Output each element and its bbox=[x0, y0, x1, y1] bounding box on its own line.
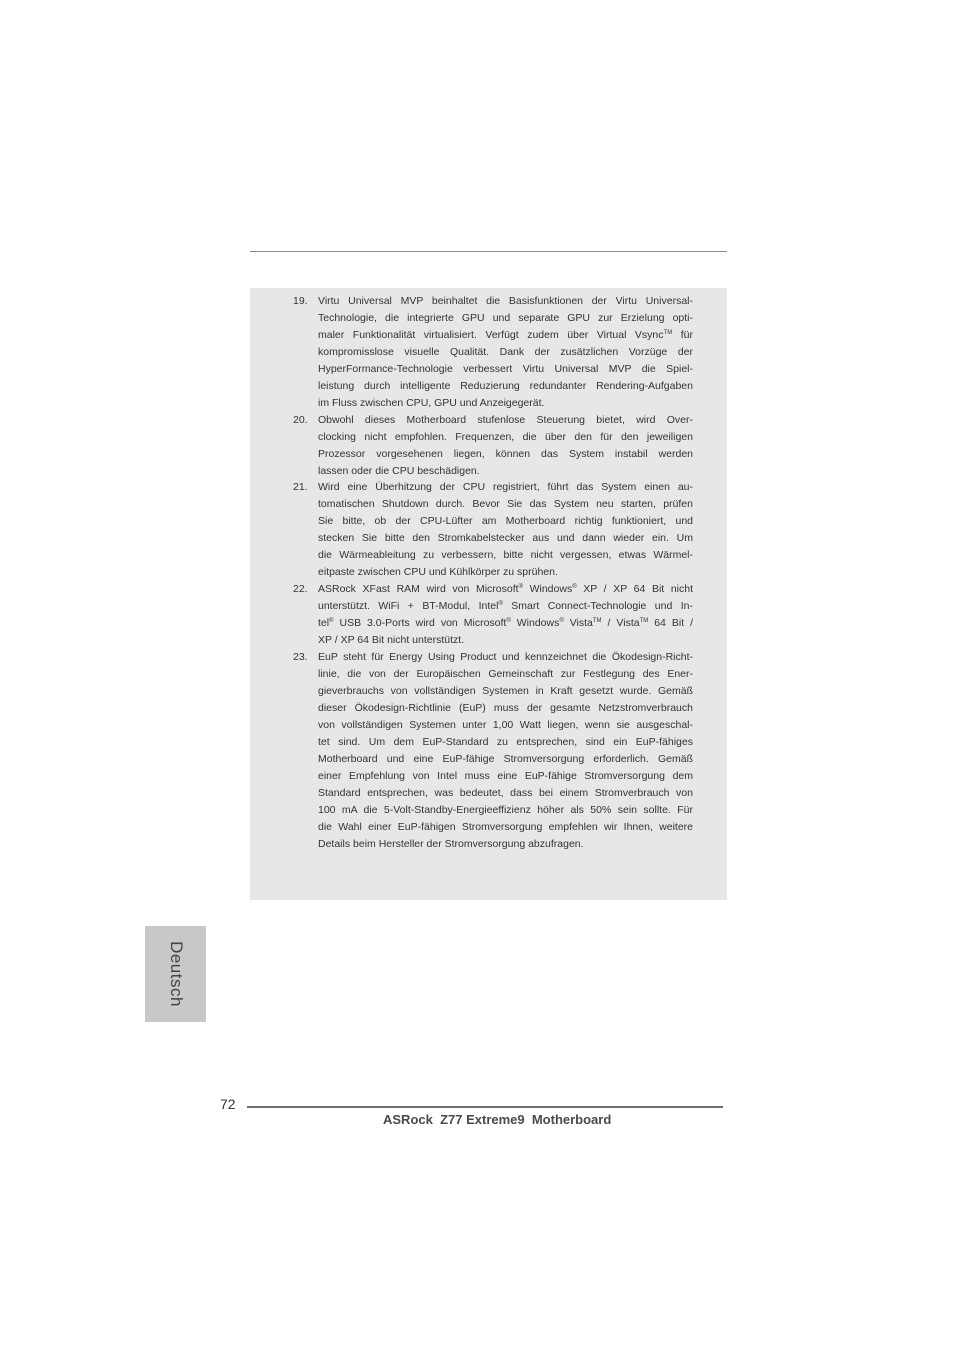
note-line bbox=[318, 361, 693, 378]
language-tab-label: Deutsch bbox=[166, 941, 186, 1007]
note-line-segment: Vista bbox=[563, 617, 593, 630]
note-line bbox=[318, 836, 693, 853]
note-line-segment: / Vista bbox=[601, 617, 640, 630]
note-line-segment: gieverbrauchs von vollständigen Systemen in Kraft gesetzt wurde. Gemäß bbox=[318, 684, 693, 697]
note-line bbox=[318, 632, 693, 649]
note-text bbox=[318, 479, 693, 581]
note-line bbox=[318, 615, 693, 632]
note-line bbox=[318, 513, 693, 530]
page-number: 72 bbox=[220, 1096, 236, 1112]
note-line-segment: Smart Connect-Technologie und In- bbox=[502, 600, 693, 613]
note-line-segment: XP / XP 64 Bit nicht bbox=[576, 583, 694, 596]
top-divider bbox=[250, 251, 727, 252]
note-line-segment: Virtu Universal MVP beinhaltet die Basisfunktionen der Virtu Universal- bbox=[318, 295, 693, 307]
note-line bbox=[318, 717, 693, 734]
note-number: 19. bbox=[293, 295, 308, 307]
note-line bbox=[318, 530, 693, 547]
footer-divider bbox=[247, 1106, 723, 1108]
note-line bbox=[318, 496, 693, 513]
note-line-segment: Motherboard und eine EuP-fähige Stromversorgung erforderlich. Gemäß bbox=[318, 752, 693, 765]
note-line-segment: eitpaste zwischen CPU und Kühlkörper zu sprühen. bbox=[318, 566, 558, 579]
note-line bbox=[318, 429, 693, 446]
superscript-mark: TM bbox=[663, 329, 673, 336]
note-line-segment: Windows bbox=[510, 617, 560, 630]
note-line bbox=[318, 547, 693, 564]
note-line bbox=[318, 683, 693, 700]
note-line-segment: tel bbox=[318, 617, 330, 630]
note-line-segment: 100 mA die 5-Volt-Standby-Energieeffizienz höher als 50% sein sollte. Für bbox=[318, 803, 693, 816]
note-line-segment: maler Funktionalität virtualisiert. Verfügt zudem über Virtual Vsync bbox=[318, 328, 664, 341]
note-line-segment: HyperFormance-Technologie verbessert Virtu Universal MVP die Spiel- bbox=[318, 362, 693, 375]
note-line-segment: ASRock XFast RAM wird von Microsoft bbox=[318, 583, 519, 596]
note-item bbox=[289, 293, 693, 412]
note-line-segment: 64 Bit / bbox=[648, 617, 694, 630]
note-line-segment: unterstützt. WiFi + BT-Modul, Intel bbox=[318, 600, 499, 613]
note-line-segment: EuP steht für Energy Using Product und kennzeichnet die Ökodesign-Richt- bbox=[318, 651, 693, 664]
note-line bbox=[318, 293, 693, 310]
note-line bbox=[318, 327, 693, 344]
note-number: 22. bbox=[293, 583, 308, 596]
note-line bbox=[318, 564, 693, 581]
superscript-mark: TM bbox=[592, 618, 602, 625]
note-line bbox=[318, 666, 693, 683]
note-number: 20. bbox=[293, 413, 308, 426]
note-line bbox=[318, 344, 693, 361]
footer-product-title: ASRock Z77 Extreme9 Motherboard bbox=[383, 1112, 612, 1127]
note-line-segment: Standard entsprechen, was bedeutet, dass bei einem Stromverbrauch von bbox=[318, 786, 693, 799]
note-line-segment: die Wärmeableitung zu verbessern, bitte nicht vergessen, etwas Wärmel- bbox=[318, 549, 693, 562]
note-line bbox=[318, 479, 693, 496]
note-text bbox=[318, 412, 693, 480]
note-line-segment: tet sind. Um dem EuP-Standard zu entsprechen, sind ein EuP-fähiges bbox=[318, 735, 693, 748]
note-line-segment: Windows bbox=[522, 583, 573, 596]
note-line bbox=[318, 649, 693, 666]
superscript-mark: ® bbox=[572, 584, 577, 591]
note-line-segment: einer Empfehlung von Intel muss eine EuP-fähige Stromversorgung dem bbox=[318, 769, 693, 782]
note-line-segment: Technologie, die integrierte GPU und separate GPU zur Erzielung opti- bbox=[318, 311, 693, 324]
note-line bbox=[318, 446, 693, 463]
note-item bbox=[289, 412, 693, 480]
note-line bbox=[318, 581, 693, 598]
note-item bbox=[289, 479, 693, 581]
note-line bbox=[318, 802, 693, 819]
note-line-segment: clocking nicht empfohlen. Frequenzen, die über den für den jeweiligen bbox=[318, 430, 693, 443]
note-line bbox=[318, 412, 693, 429]
superscript-mark: ® bbox=[506, 618, 511, 625]
note-line-segment: Prozessor vorgesehenen liegen, können das System instabil werden bbox=[318, 447, 693, 460]
note-line-segment: Obwohl dieses Motherboard stufenlose Steuerung bietet, wird Over- bbox=[318, 413, 693, 426]
note-line-segment: kompromisslose visuelle Qualität. Dank der zusätzlichen Vorzüge der bbox=[318, 345, 693, 358]
note-line-segment: linie, die von der Europäischen Gemeinschaft zur Festlegung des Ener- bbox=[318, 667, 693, 680]
note-line bbox=[318, 768, 693, 785]
superscript-mark: ® bbox=[498, 601, 503, 608]
note-line bbox=[318, 734, 693, 751]
note-line-segment: Wird eine Überhitzung der CPU registriert, führt das System einen au- bbox=[318, 481, 693, 494]
superscript-mark: ® bbox=[329, 618, 334, 625]
note-number: 23. bbox=[293, 651, 308, 664]
note-line-segment: von vollständigen Systemen unter 1,00 Watt liegen, wenn sie ausgeschal- bbox=[318, 718, 693, 731]
note-line bbox=[318, 395, 693, 412]
note-line-segment: tomatischen Shutdown durch. Bevor Sie das System neu starten, prüfen bbox=[318, 498, 693, 511]
note-line-segment: im Fluss zwischen CPU, GPU und Anzeigegerät. bbox=[318, 396, 545, 409]
note-text bbox=[318, 581, 693, 649]
note-line-segment: lassen oder die CPU beschädigen. bbox=[318, 464, 480, 477]
note-line-segment: USB 3.0-Ports wird von Microsoft bbox=[333, 617, 507, 630]
note-line bbox=[318, 463, 693, 480]
language-tab bbox=[145, 926, 206, 1022]
note-line bbox=[318, 378, 693, 395]
note-line-segment: die Wahl einer EuP-fähigen Stromversorgung empfehlen wir Ihnen, weitere bbox=[318, 820, 693, 833]
note-number: 21. bbox=[293, 481, 308, 494]
note-line bbox=[318, 310, 693, 327]
note-text bbox=[318, 649, 693, 852]
note-line-segment: XP / XP 64 Bit nicht unterstützt. bbox=[318, 634, 465, 647]
note-line bbox=[318, 700, 693, 717]
note-line bbox=[318, 819, 693, 836]
note-line-segment: Details beim Hersteller der Stromversorgung abzufragen. bbox=[318, 837, 584, 850]
note-line-segment: stecken Sie bitte den Stromkabelstecker aus und dann wieder ein. Um bbox=[318, 532, 693, 545]
note-line-segment: für bbox=[672, 328, 693, 341]
notes-list bbox=[289, 293, 693, 852]
note-text bbox=[318, 293, 693, 412]
note-line-segment: Sie bitte, ob der CPU-Lüfter am Motherboard richtig funktioniert, und bbox=[318, 515, 693, 528]
note-item bbox=[289, 581, 693, 649]
note-item bbox=[289, 649, 693, 852]
superscript-mark: ® bbox=[559, 618, 564, 625]
superscript-mark: TM bbox=[639, 618, 649, 625]
note-line bbox=[318, 751, 693, 768]
superscript-mark: ® bbox=[518, 584, 523, 591]
note-line bbox=[318, 785, 693, 802]
note-line bbox=[318, 598, 693, 615]
note-line-segment: dieser Ökodesign-Richtlinie (EuP) muss der gesamte Netzstromverbrauch bbox=[318, 701, 693, 714]
note-line-segment: leistung durch intelligente Reduzierung redundanter Rendering-Aufgaben bbox=[318, 379, 693, 392]
